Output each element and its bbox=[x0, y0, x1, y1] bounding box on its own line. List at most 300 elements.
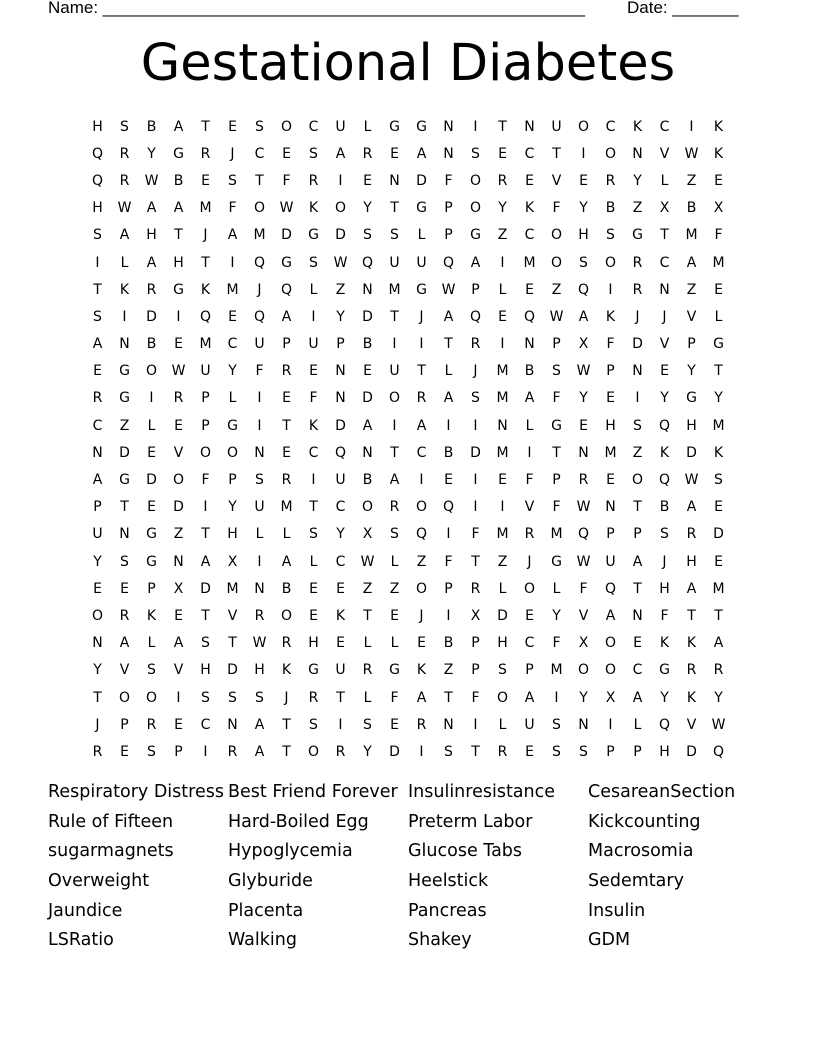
grid-letter: E bbox=[174, 336, 183, 353]
grid-letter: S bbox=[228, 689, 237, 706]
word-list-item: Hard-Boiled Egg bbox=[228, 811, 369, 832]
grid-letter: E bbox=[120, 580, 129, 597]
grid-letter: E bbox=[498, 145, 507, 162]
grid-letter: D bbox=[713, 526, 724, 543]
grid-letter: P bbox=[201, 390, 210, 407]
grid-letter: S bbox=[633, 417, 642, 434]
grid-letter: E bbox=[93, 363, 102, 380]
grid-letter: Q bbox=[523, 308, 536, 325]
grid-letter: S bbox=[255, 472, 264, 489]
grid-letter: R bbox=[227, 743, 238, 760]
grid-letter: B bbox=[605, 200, 616, 217]
grid-letter: R bbox=[146, 281, 157, 298]
grid-letter: R bbox=[281, 635, 292, 652]
grid-letter: G bbox=[173, 281, 184, 298]
grid-letter: R bbox=[308, 172, 319, 189]
grid-letter: N bbox=[92, 444, 103, 461]
grid-letter: A bbox=[200, 553, 211, 570]
grid-letter: P bbox=[633, 526, 642, 543]
grid-letter: T bbox=[201, 118, 210, 135]
grid-letter: E bbox=[714, 499, 723, 516]
grid-letter: N bbox=[605, 499, 616, 516]
grid-letter: Q bbox=[415, 526, 428, 543]
grid-letter: V bbox=[686, 716, 697, 733]
grid-letter: N bbox=[659, 281, 670, 298]
grid-letter: O bbox=[469, 172, 482, 189]
grid-letter: U bbox=[335, 662, 346, 679]
grid-letter: E bbox=[525, 743, 534, 760]
grid-letter: I bbox=[311, 308, 316, 325]
grid-letter: C bbox=[524, 145, 535, 162]
date-field[interactable]: Date: _______ bbox=[627, 0, 739, 17]
grid-letter: B bbox=[524, 363, 535, 380]
grid-letter: E bbox=[498, 308, 507, 325]
grid-letter: D bbox=[119, 444, 130, 461]
grid-letter: M bbox=[199, 200, 212, 217]
grid-letter: R bbox=[119, 145, 130, 162]
grid-letter: D bbox=[389, 743, 400, 760]
word-list-item: Jaundice bbox=[48, 900, 123, 921]
grid-letter: Y bbox=[93, 553, 102, 570]
grid-letter: K bbox=[713, 118, 724, 135]
grid-letter: C bbox=[335, 499, 346, 516]
grid-letter: A bbox=[119, 635, 130, 652]
grid-letter: N bbox=[578, 444, 589, 461]
grid-row bbox=[84, 711, 732, 738]
grid-letter: E bbox=[228, 308, 237, 325]
grid-letter: Q bbox=[199, 308, 212, 325]
grid-letter: D bbox=[335, 417, 346, 434]
grid-letter: W bbox=[576, 553, 591, 570]
grid-letter: T bbox=[93, 281, 102, 298]
grid-letter: A bbox=[443, 308, 454, 325]
grid-letter: D bbox=[686, 743, 697, 760]
word-list-item: Walking bbox=[228, 930, 297, 951]
grid-letter: H bbox=[659, 580, 670, 597]
grid-letter: W bbox=[117, 200, 132, 217]
grid-letter: U bbox=[389, 363, 400, 380]
grid-letter: S bbox=[390, 526, 399, 543]
grid-letter: K bbox=[713, 145, 724, 162]
grid-letter: A bbox=[146, 254, 157, 271]
grid-letter: W bbox=[252, 635, 267, 652]
grid-letter: R bbox=[119, 607, 130, 624]
grid-letter: I bbox=[311, 472, 316, 489]
grid-letter: X bbox=[578, 635, 589, 652]
grid-letter: K bbox=[146, 607, 157, 624]
grid-letter: U bbox=[308, 336, 319, 353]
grid-letter: O bbox=[604, 145, 617, 162]
grid-letter: L bbox=[309, 281, 318, 298]
grid-letter: L bbox=[147, 417, 156, 434]
grid-letter: M bbox=[199, 336, 212, 353]
grid-letter: Y bbox=[336, 308, 345, 325]
grid-letter: R bbox=[389, 499, 400, 516]
grid-letter: D bbox=[362, 308, 373, 325]
grid-letter: C bbox=[605, 118, 616, 135]
word-list-item: Pancreas bbox=[408, 900, 487, 921]
grid-letter: A bbox=[119, 227, 130, 244]
grid-letter: O bbox=[496, 689, 509, 706]
grid-letter: R bbox=[632, 254, 643, 271]
grid-letter: E bbox=[174, 417, 183, 434]
grid-letter: Y bbox=[228, 499, 237, 516]
grid-letter: M bbox=[253, 227, 266, 244]
word-list-item: Sedemtary bbox=[588, 871, 684, 892]
grid-letter: F bbox=[660, 607, 669, 624]
word-list-item: Overweight bbox=[48, 871, 150, 892]
grid-letter: M bbox=[712, 417, 725, 434]
grid-letter: A bbox=[605, 607, 616, 624]
grid-letter: W bbox=[576, 499, 591, 516]
grid-letter: N bbox=[254, 580, 265, 597]
grid-letter: N bbox=[632, 607, 643, 624]
grid-letter: T bbox=[174, 227, 183, 244]
grid-letter: I bbox=[338, 716, 343, 733]
grid-letter: O bbox=[172, 472, 185, 489]
grid-letter: L bbox=[120, 254, 129, 271]
grid-letter: B bbox=[443, 635, 454, 652]
grid-letter: S bbox=[660, 526, 669, 543]
grid-letter: I bbox=[500, 336, 505, 353]
grid-row bbox=[84, 439, 732, 466]
grid-letter: R bbox=[254, 607, 265, 624]
grid-letter: I bbox=[446, 607, 451, 624]
grid-letter: E bbox=[363, 172, 372, 189]
grid-letter: O bbox=[577, 118, 590, 135]
grid-letter: R bbox=[686, 526, 697, 543]
grid-letter: M bbox=[550, 662, 563, 679]
page-title: Gestational Diabetes bbox=[140, 34, 676, 93]
grid-letter: L bbox=[390, 635, 399, 652]
grid-letter: R bbox=[713, 662, 724, 679]
grid-letter: R bbox=[686, 662, 697, 679]
grid-letter: N bbox=[173, 553, 184, 570]
grid-letter: L bbox=[147, 635, 156, 652]
grid-letter: H bbox=[578, 227, 589, 244]
grid-letter: Y bbox=[714, 390, 723, 407]
grid-letter: H bbox=[227, 526, 238, 543]
grid-letter: P bbox=[606, 363, 615, 380]
grid-letter: U bbox=[605, 553, 616, 570]
grid-letter: J bbox=[257, 281, 262, 298]
grid-letter: D bbox=[632, 336, 643, 353]
grid-letter: F bbox=[552, 635, 561, 652]
grid-row bbox=[84, 222, 732, 249]
grid-letter: V bbox=[227, 607, 238, 624]
grid-letter: E bbox=[147, 444, 156, 461]
grid-letter: Z bbox=[551, 281, 562, 298]
grid-letter: R bbox=[173, 390, 184, 407]
grid-letter: G bbox=[551, 417, 562, 434]
word-list-item: Glyburide bbox=[228, 871, 313, 892]
grid-letter: G bbox=[416, 281, 427, 298]
grid-letter: I bbox=[581, 145, 586, 162]
grid-letter: A bbox=[416, 417, 427, 434]
grid-letter: S bbox=[552, 716, 561, 733]
grid-letter: T bbox=[660, 227, 669, 244]
grid-row bbox=[84, 140, 732, 167]
grid-letter: K bbox=[281, 662, 292, 679]
grid-letter: B bbox=[686, 200, 697, 217]
grid-letter: J bbox=[230, 145, 235, 162]
grid-letter: P bbox=[471, 635, 480, 652]
grid-letter: A bbox=[443, 390, 454, 407]
grid-letter: X bbox=[173, 580, 184, 597]
grid-letter: K bbox=[524, 200, 535, 217]
grid-letter: H bbox=[200, 662, 211, 679]
grid-letter: I bbox=[419, 472, 424, 489]
grid-letter: Y bbox=[579, 689, 588, 706]
grid-letter: E bbox=[606, 390, 615, 407]
grid-letter: I bbox=[203, 499, 208, 516]
grid-letter: L bbox=[633, 716, 642, 733]
grid-letter: G bbox=[389, 662, 400, 679]
grid-letter: O bbox=[415, 499, 428, 516]
grid-row bbox=[84, 249, 732, 276]
grid-letter: Y bbox=[552, 607, 561, 624]
grid-letter: N bbox=[92, 635, 103, 652]
grid-letter: Y bbox=[363, 743, 372, 760]
grid-letter: T bbox=[471, 743, 480, 760]
grid-letter: S bbox=[120, 553, 129, 570]
grid-letter: P bbox=[552, 472, 561, 489]
grid-letter: I bbox=[608, 281, 613, 298]
grid-letter: D bbox=[173, 499, 184, 516]
grid-letter: Q bbox=[442, 254, 455, 271]
grid-letter: N bbox=[389, 172, 400, 189]
grid-letter: T bbox=[120, 499, 129, 516]
grid-letter: I bbox=[689, 118, 694, 135]
grid-letter: K bbox=[605, 308, 616, 325]
grid-letter: S bbox=[93, 227, 102, 244]
grid-letter: U bbox=[335, 472, 346, 489]
grid-letter: S bbox=[147, 662, 156, 679]
grid-letter: P bbox=[282, 336, 291, 353]
grid-letter: H bbox=[605, 417, 616, 434]
grid-letter: P bbox=[120, 716, 129, 733]
grid-letter: D bbox=[227, 662, 238, 679]
grid-letter: L bbox=[228, 390, 237, 407]
grid-letter: Y bbox=[363, 200, 372, 217]
grid-letter: G bbox=[659, 662, 670, 679]
grid-letter: I bbox=[203, 743, 208, 760]
grid-letter: P bbox=[93, 499, 102, 516]
grid-letter: H bbox=[173, 254, 184, 271]
grid-letter: A bbox=[362, 417, 373, 434]
word-list-item: Rule of Fifteen bbox=[48, 811, 174, 832]
grid-letter: Q bbox=[577, 526, 590, 543]
grid-letter: H bbox=[686, 417, 697, 434]
grid-letter: M bbox=[280, 499, 293, 516]
grid-letter: T bbox=[282, 716, 291, 733]
grid-letter: U bbox=[416, 254, 427, 271]
grid-letter: R bbox=[200, 145, 211, 162]
grid-letter: P bbox=[606, 743, 615, 760]
grid-letter: U bbox=[551, 118, 562, 135]
grid-letter: N bbox=[335, 363, 346, 380]
grid-letter: R bbox=[281, 363, 292, 380]
grid-letter: L bbox=[282, 526, 291, 543]
grid-letter: A bbox=[524, 689, 535, 706]
grid-letter: Z bbox=[632, 444, 643, 461]
grid-letter: B bbox=[146, 336, 157, 353]
grid-letter: F bbox=[444, 172, 453, 189]
grid-letter: S bbox=[552, 743, 561, 760]
grid-letter: S bbox=[309, 716, 318, 733]
grid-letter: A bbox=[281, 553, 292, 570]
grid-letter: V bbox=[551, 172, 562, 189]
grid-letter: Y bbox=[228, 363, 237, 380]
grid-letter: F bbox=[552, 390, 561, 407]
grid-letter: R bbox=[119, 172, 130, 189]
grid-letter: S bbox=[363, 716, 372, 733]
grid-letter: T bbox=[282, 417, 291, 434]
grid-letter: U bbox=[254, 499, 265, 516]
grid-letter: A bbox=[173, 118, 184, 135]
grid-letter: L bbox=[498, 281, 507, 298]
grid-letter: K bbox=[659, 444, 670, 461]
grid-letter: A bbox=[416, 689, 427, 706]
grid-letter: Y bbox=[336, 526, 345, 543]
word-list-item: Kickcounting bbox=[588, 811, 701, 832]
name-field[interactable]: Name: ___________________________________________________ bbox=[48, 0, 585, 17]
grid-letter: S bbox=[201, 635, 210, 652]
grid-letter: T bbox=[201, 607, 210, 624]
grid-letter: O bbox=[280, 607, 293, 624]
grid-letter: T bbox=[390, 444, 399, 461]
grid-letter: N bbox=[443, 118, 454, 135]
grid-letter: O bbox=[253, 200, 266, 217]
grid-letter: E bbox=[282, 390, 291, 407]
grid-letter: I bbox=[176, 689, 181, 706]
grid-letter: O bbox=[550, 227, 563, 244]
grid-letter: A bbox=[254, 716, 265, 733]
grid-letter: O bbox=[145, 689, 158, 706]
grid-letter: X bbox=[713, 200, 724, 217]
grid-letter: D bbox=[362, 390, 373, 407]
grid-letter: P bbox=[633, 743, 642, 760]
grid-letter: E bbox=[309, 580, 318, 597]
grid-letter: A bbox=[92, 472, 103, 489]
grid-letter: Z bbox=[497, 227, 508, 244]
grid-letter: G bbox=[173, 145, 184, 162]
grid-letter: S bbox=[444, 743, 453, 760]
grid-letter: J bbox=[662, 308, 667, 325]
grid-letter: U bbox=[524, 716, 535, 733]
word-list-item: LSRatio bbox=[48, 930, 114, 951]
grid-letter: G bbox=[119, 390, 130, 407]
grid-letter: W bbox=[684, 472, 699, 489]
grid-row bbox=[84, 521, 732, 548]
grid-letter: E bbox=[93, 580, 102, 597]
grid-letter: S bbox=[93, 308, 102, 325]
grid-letter: T bbox=[390, 200, 399, 217]
grid-row bbox=[84, 331, 732, 358]
grid-letter: F bbox=[471, 689, 480, 706]
grid-letter: F bbox=[714, 227, 723, 244]
grid-letter: R bbox=[362, 145, 373, 162]
grid-row bbox=[84, 630, 732, 657]
grid-letter: L bbox=[552, 580, 561, 597]
grid-letter: T bbox=[201, 526, 210, 543]
grid-letter: Z bbox=[362, 580, 373, 597]
grid-letter: E bbox=[498, 472, 507, 489]
grid-letter: T bbox=[336, 689, 345, 706]
grid-letter: S bbox=[309, 526, 318, 543]
grid-letter: N bbox=[632, 145, 643, 162]
grid-letter: K bbox=[119, 281, 130, 298]
grid-letter: N bbox=[119, 526, 130, 543]
grid-letter: O bbox=[577, 662, 590, 679]
grid-letter: R bbox=[632, 281, 643, 298]
grid-letter: X bbox=[605, 689, 616, 706]
grid-letter: T bbox=[552, 444, 561, 461]
grid-letter: F bbox=[201, 472, 210, 489]
grid-letter: R bbox=[578, 472, 589, 489]
grid-letter: C bbox=[308, 118, 319, 135]
grid-letter: O bbox=[631, 472, 644, 489]
grid-letter: F bbox=[444, 553, 453, 570]
grid-letter: M bbox=[496, 390, 509, 407]
grid-letter: H bbox=[254, 662, 265, 679]
word-list-item: Insulinresistance bbox=[408, 782, 556, 802]
grid-letter: T bbox=[93, 689, 102, 706]
grid-letter: A bbox=[713, 635, 724, 652]
grid-letter: D bbox=[146, 472, 157, 489]
grid-row bbox=[84, 738, 732, 765]
grid-letter: I bbox=[230, 254, 235, 271]
grid-letter: P bbox=[444, 227, 453, 244]
grid-row bbox=[84, 385, 732, 412]
grid-letter: I bbox=[473, 499, 478, 516]
grid-letter: R bbox=[92, 390, 103, 407]
grid-letter: X bbox=[227, 553, 238, 570]
grid-row bbox=[84, 575, 732, 602]
grid-row bbox=[84, 602, 732, 629]
grid-letter: J bbox=[527, 553, 532, 570]
grid-letter: E bbox=[309, 607, 318, 624]
grid-letter: P bbox=[444, 200, 453, 217]
grid-letter: Q bbox=[280, 281, 293, 298]
grid-letter: O bbox=[388, 390, 401, 407]
grid-letter: T bbox=[444, 689, 453, 706]
grid-letter: I bbox=[473, 118, 478, 135]
grid-letter: L bbox=[255, 526, 264, 543]
grid-letter: O bbox=[361, 499, 374, 516]
grid-letter: O bbox=[604, 254, 617, 271]
grid-letter: K bbox=[659, 635, 670, 652]
grid-letter: U bbox=[200, 363, 211, 380]
grid-letter: M bbox=[226, 281, 239, 298]
grid-letter: N bbox=[443, 145, 454, 162]
grid-letter: M bbox=[388, 281, 401, 298]
grid-letter: W bbox=[441, 281, 456, 298]
grid-letter: L bbox=[363, 635, 372, 652]
grid-letter: T bbox=[633, 580, 642, 597]
grid-letter: Q bbox=[442, 499, 455, 516]
grid-row bbox=[84, 548, 732, 575]
grid-letter: Z bbox=[335, 281, 346, 298]
grid-letter: S bbox=[471, 390, 480, 407]
grid-letter: N bbox=[362, 281, 373, 298]
grid-letter: E bbox=[525, 281, 534, 298]
grid-letter: Q bbox=[604, 580, 617, 597]
word-list-item: Placenta bbox=[228, 900, 304, 921]
word-list-item: Preterm Labor bbox=[408, 811, 533, 832]
grid-letter: M bbox=[712, 254, 725, 271]
grid-letter: E bbox=[282, 444, 291, 461]
